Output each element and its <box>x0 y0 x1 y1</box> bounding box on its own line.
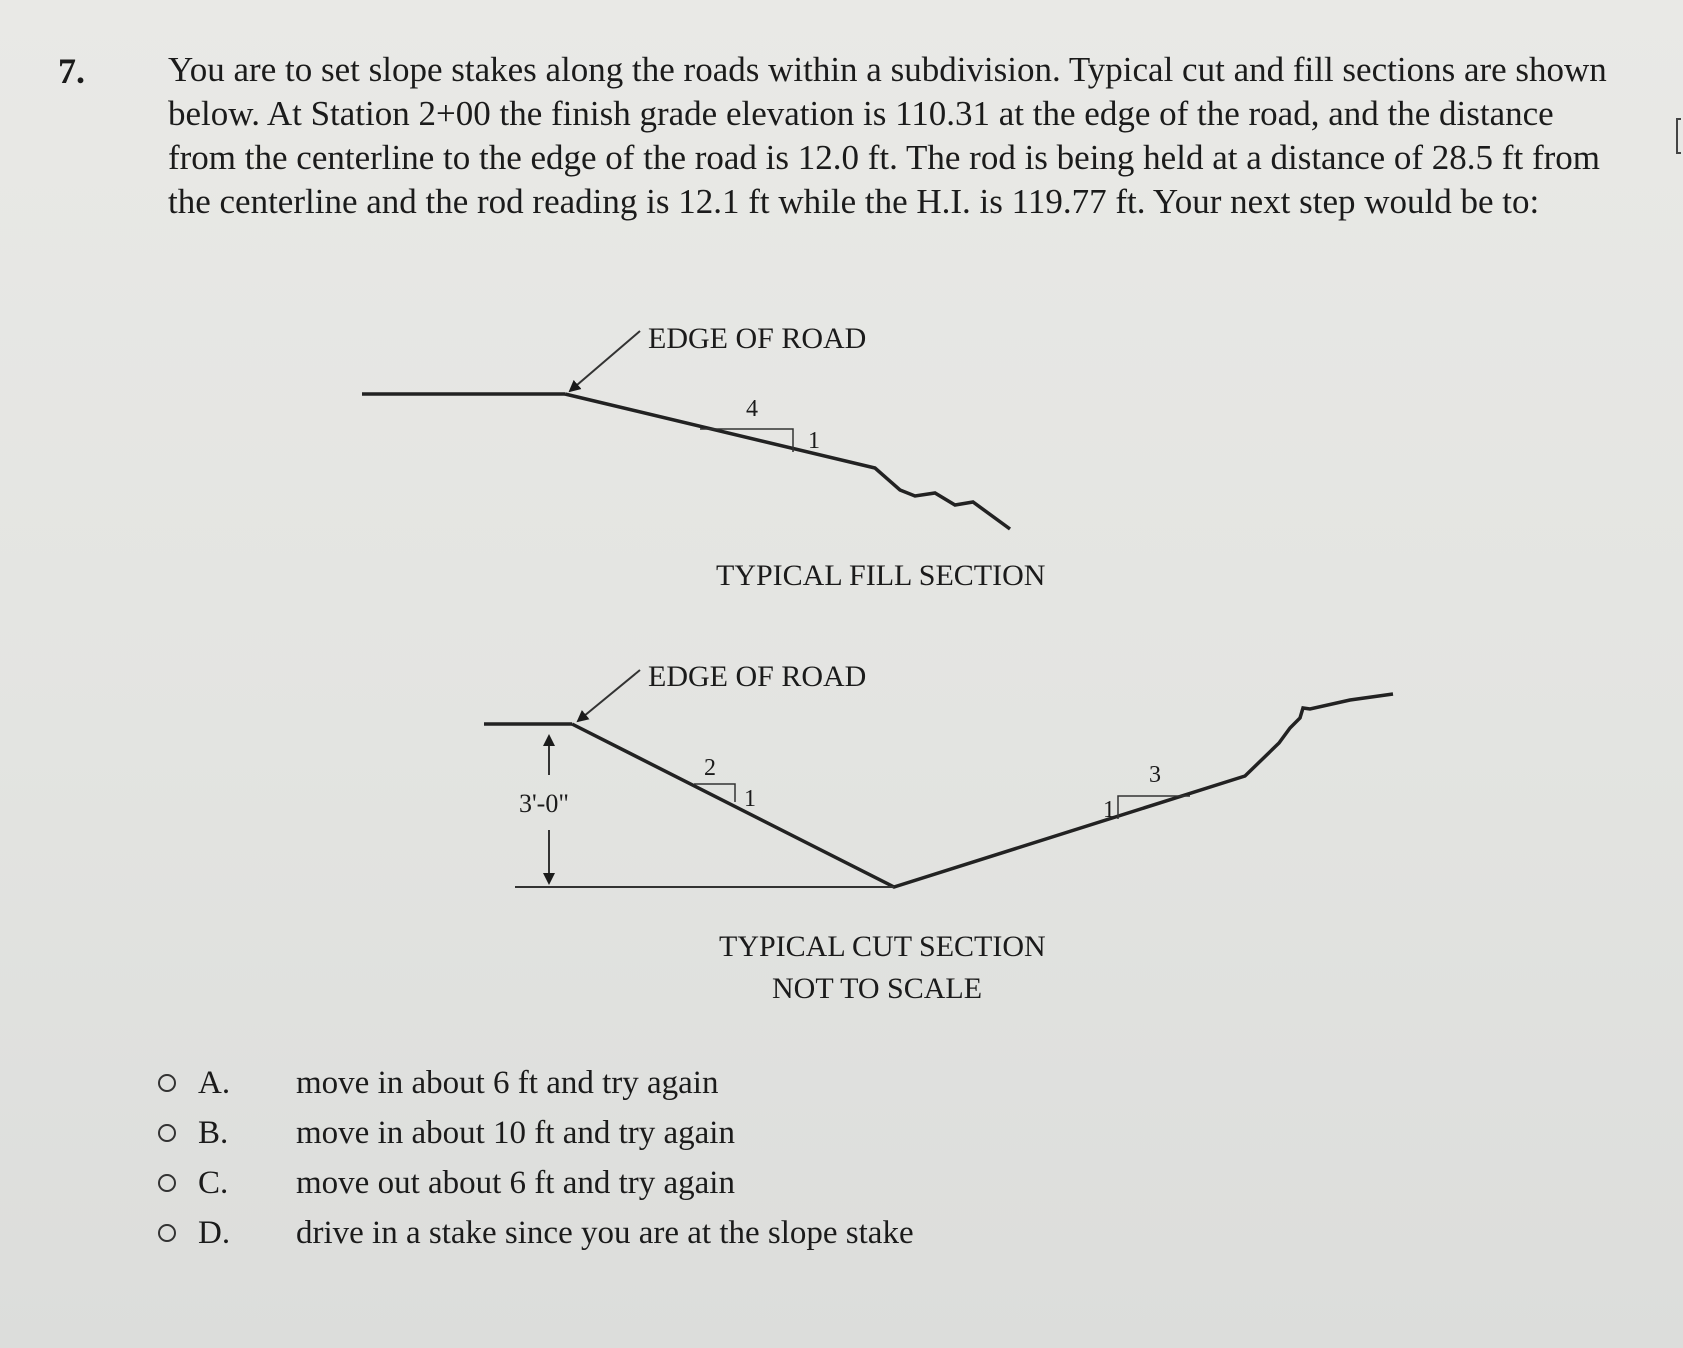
cut-right-slope-run-label: 3 <box>1149 762 1161 788</box>
choice-b-letter: B. <box>198 1114 229 1151</box>
cut-depth-label: 3'-0" <box>519 789 569 818</box>
radio-button-d[interactable] <box>158 1224 176 1242</box>
cut-left-slope-rise-label: 1 <box>744 786 756 812</box>
cut-section <box>484 660 1393 1005</box>
cut-left-slope-run-label: 2 <box>704 755 716 781</box>
radio-button-a[interactable] <box>158 1074 176 1092</box>
fill-edge-leader-arrow <box>570 331 640 391</box>
cut-right-slope-rise-label: 1 <box>1103 797 1115 823</box>
choice-c-text: move out about 6 ft and try again <box>296 1164 735 1201</box>
not-to-scale-note: NOT TO SCALE <box>772 972 983 1005</box>
cut-section-caption: TYPICAL CUT SECTION <box>719 930 1046 963</box>
choice-b-text: move in about 10 ft and try again <box>296 1114 735 1151</box>
choice-a-text: move in about 6 ft and try again <box>296 1064 719 1101</box>
fill-section <box>362 322 1045 592</box>
fill-slope-line <box>565 394 1010 529</box>
choice-d[interactable] <box>158 1208 914 1258</box>
radio-button-b[interactable] <box>158 1124 176 1142</box>
question-text: You are to set slope stakes along the roads within a subdivision. Typical cut and fill sections are shown below. At Station 2+00 the finish grade elevation is 110.31 at the edge of the road, and the distance from the centerline to the edge of the road is 12.0 ft. The rod is being held at a distance of 28.5 ft from the centerline and the rod reading is 12.1 ft while the H.I. is 119.77 ft. Your next step would be to: <box>168 50 1607 221</box>
question-number: 7. <box>58 51 85 91</box>
cut-edge-leader-arrow <box>578 670 640 721</box>
fill-section-caption: TYPICAL FILL SECTION <box>716 559 1046 592</box>
fill-slope-run-label: 4 <box>746 396 758 422</box>
choice-b[interactable] <box>158 1108 914 1158</box>
cut-left-slope-triangle <box>694 784 735 802</box>
answer-choices <box>158 1058 914 1258</box>
choice-c-letter: C. <box>198 1164 229 1201</box>
choice-c[interactable] <box>158 1158 914 1208</box>
radio-button-c[interactable] <box>158 1174 176 1192</box>
choice-a[interactable] <box>158 1058 914 1108</box>
fill-slope-rise-label: 1 <box>808 428 820 454</box>
cut-ditch-profile <box>572 694 1393 887</box>
cut-edge-of-road-label: EDGE OF ROAD <box>648 660 867 693</box>
fill-slope-triangle <box>700 429 793 452</box>
choice-a-letter: A. <box>198 1064 231 1101</box>
fill-edge-of-road-label: EDGE OF ROAD <box>648 322 867 355</box>
choice-d-text: drive in a stake since you are at the slope stake <box>296 1214 914 1251</box>
choice-d-letter: D. <box>198 1214 231 1251</box>
cut-right-slope-triangle <box>1118 796 1190 819</box>
